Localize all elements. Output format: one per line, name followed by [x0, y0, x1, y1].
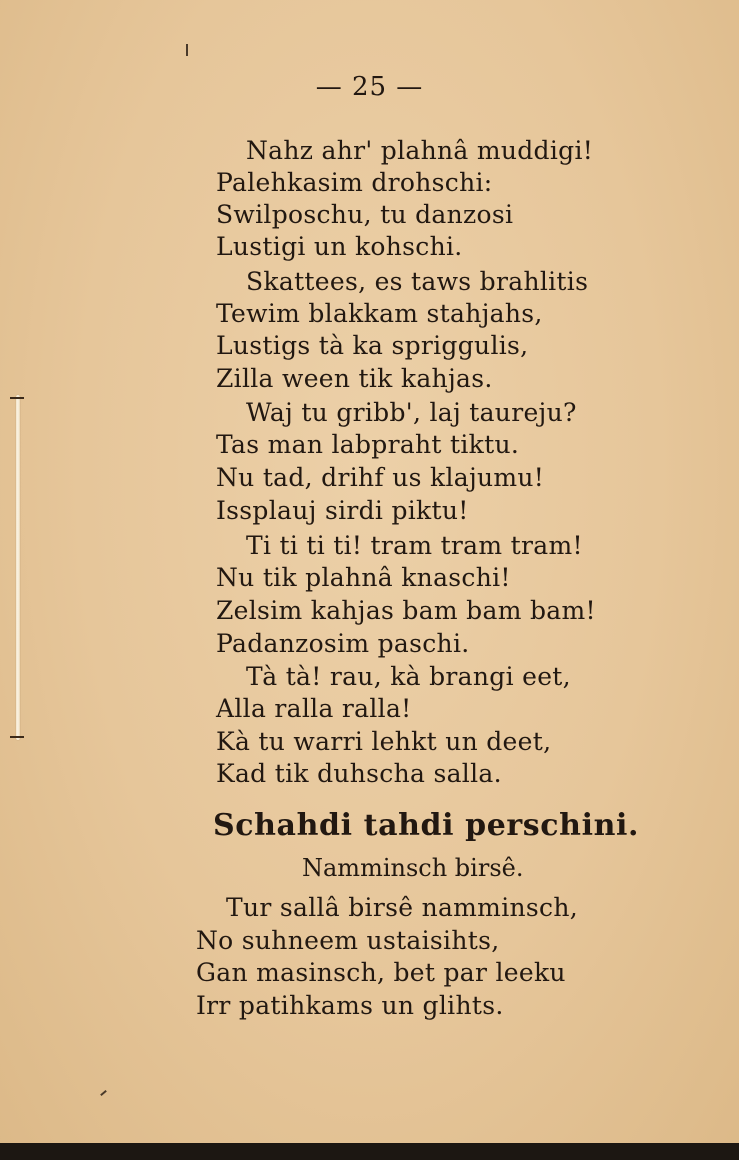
verse-line: Padanzosim paschi.: [216, 629, 470, 658]
verse-line: Swilposchu, tu danzosi: [216, 200, 514, 229]
binding-stitch-bottom: [10, 736, 24, 738]
verse-line: Issplauj sirdi piktu!: [216, 496, 469, 525]
paper-speck: [100, 1090, 107, 1096]
verse-line: Nu tik plahnâ knaschi!: [216, 563, 511, 592]
verse-line: Tur sallâ birsê namminsch,: [226, 893, 578, 922]
paper-speck: [186, 44, 188, 56]
verse-line: Kad tik duhscha salla.: [216, 759, 502, 788]
poem-subtitle: Namminsch birsê.: [302, 854, 524, 882]
verse-line: Zelsim kahjas bam bam bam!: [216, 596, 596, 625]
verse-line: Tà tà! rau, kà brangi eet,: [246, 662, 571, 691]
poem-title: Schahdi tahdi perschini.: [213, 808, 640, 843]
verse-line: Nahz ahr' plahnâ muddigi!: [246, 136, 594, 165]
verse-line: Zilla ween tik kahjas.: [216, 364, 493, 393]
verse-line: Waj tu gribb', laj taureju?: [246, 398, 577, 427]
binding-thread: [16, 395, 20, 740]
verse-line: Lustigs tà ka spriggulis,: [216, 331, 529, 360]
verse-line: Palehkasim drohschi:: [216, 168, 493, 197]
verse-line: Ti ti ti ti! tram tram tram!: [246, 531, 583, 560]
verse-line: Gan masinsch, bet par leeku: [196, 958, 566, 987]
verse-line: Lustigi un kohschi.: [216, 232, 463, 261]
verse-line: No suhneem ustaisihts,: [196, 926, 500, 955]
verse-line: Alla ralla ralla!: [216, 694, 412, 723]
scan-edge: [0, 1143, 739, 1160]
verse-line: Skattees, es taws brahlitis: [246, 267, 589, 296]
verse-line: Tas man labpraht tiktu.: [216, 430, 520, 459]
page-number: — 25 —: [315, 72, 424, 102]
verse-line: Tewim blakkam stahjahs,: [216, 299, 543, 328]
verse-line: Kà tu warri lehkt un deet,: [216, 727, 552, 756]
verse-line: Irr patihkams un glihts.: [196, 991, 504, 1020]
verse-line: Nu tad, drihf us klajumu!: [216, 463, 545, 492]
binding-stitch-top: [10, 397, 24, 399]
